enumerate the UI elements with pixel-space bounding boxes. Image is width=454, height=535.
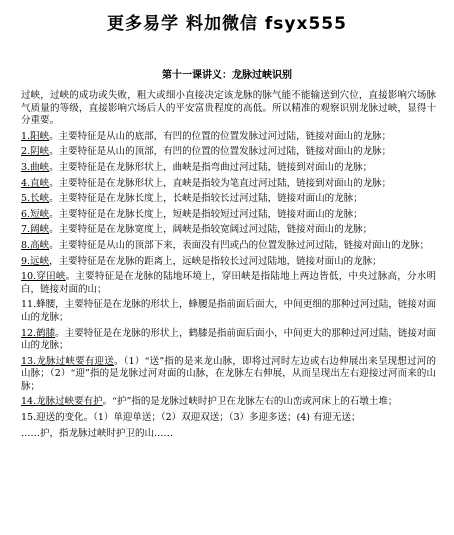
item-label: 2.阴峡 [21, 146, 50, 158]
list-item [21, 224, 436, 237]
list-item [21, 131, 436, 144]
item-text: 。主要特征是从山的顶部下来，表面没有凹或凸的位置发脉过河过陆，链接对面山的龙脉； [49, 239, 430, 251]
item-text: 。“护”指的是龙脉过峡时护卫在龙脉左右的山峦或河床上的石墩土堆； [102, 396, 398, 408]
lesson-title: 第十一课讲义：龙脉过峡识别 [162, 70, 292, 81]
item-text: 。（1）单迎单送；（2）双迎双送；（3）多迎多送；(4) 有迎无送； [83, 412, 361, 424]
item-label: 15.迎送的变化 [21, 412, 84, 424]
item-text: 。主要特征是在龙脉的陆地环境上，穿田峡是指陆地上两边皆低，中央过脉高，分水明白，链接对面的山； [21, 271, 436, 295]
item-label: 9.远峡 [21, 255, 50, 267]
list-item [21, 328, 436, 353]
item-label: 14.龙脉过峡要有护 [21, 396, 103, 408]
item-text: 。主要特征是在龙脉长度上，长峡是指较长过河过陆，链接对面山的龙脉； [49, 193, 363, 205]
item-label: 10.穿田峡 [21, 271, 66, 283]
item-label: 1.阳峡 [21, 130, 50, 142]
lesson-body [21, 90, 436, 441]
list-item [21, 396, 436, 409]
item-text: 。主要特征是在龙脉长度上，短峡是指较短过河过陆，链接对面山的龙脉； [49, 208, 363, 220]
item-label: 7.阔峡 [21, 224, 50, 236]
list-item [21, 178, 436, 191]
item-label: 6.短峡 [21, 208, 50, 220]
list-item [21, 271, 436, 296]
item-label: 5.长峡 [21, 193, 50, 205]
item-label: 4.直峡 [21, 177, 50, 189]
item-label: 13.龙脉过峡要有迎送 [21, 355, 114, 367]
item-text: 。（1）“送”指的是来龙山脉，即将过河时左边或右边伸展出来呈现想过河的山脉；（2）“迎”指的是龙脉过河对面的山脉，在龙脉左右伸展，从而呈现出左右迎接过河而来的山脉； [21, 355, 436, 392]
item-label: 11.蜂腰 [21, 299, 56, 311]
list-item [21, 193, 436, 206]
cut-off-line: ……护，指龙脉过峡时护卫的山…… [21, 427, 174, 438]
list-item [21, 240, 436, 253]
item-text: ，主要特征是在龙脉的距离上，远峡是指较长过河过陆地，链接对面山的龙脉； [49, 255, 382, 267]
list-item [21, 162, 436, 175]
item-text: ，主要特征是在龙脉的形状上，蜂腰是指前面后面大，中间更细的那种过河过陆，链接对面山的龙脉； [21, 299, 436, 323]
list-item [21, 256, 436, 269]
item-label: 3.曲峡 [21, 161, 50, 173]
item-text: 。主要特征是在龙脉宽度上，阔峡是指较宽阔过河过陆，链接对面山的龙脉； [49, 224, 373, 236]
item-text: 。主要特征是在龙脉的形状上，鹤膝是指前面后面小，中间更大的那种过河过陆，链接对面山的龙脉； [21, 327, 436, 352]
list-item [21, 412, 436, 425]
intro-paragraph: 过峡，过峡的成功或失败，粗大或细小直接决定该龙脉的脉气能不能输送到穴位，直接影响穴场脉气质量的等级，直接影响穴场后人的平安富贵程度的高低。所以精准的观察识别龙脉过峡，显得十分重要。 [21, 90, 436, 127]
list-item [21, 299, 436, 324]
item-label: 12.鹤膝 [21, 327, 56, 339]
item-text: 。主要特征是在龙脉形状上，直峡是指较为笔直过河过陆，链接到对面山的龙脉； [49, 177, 392, 189]
list-item [21, 146, 436, 159]
item-label: 8.高峡 [21, 239, 50, 251]
item-text: 。主要特征是从山的顶部，有凹的位置的位置发脉过河过陆，链接对面山的龙脉； [49, 146, 392, 158]
item-text: 。主要特征是在龙脉形状上，曲峡是指弯曲过河过陆，链接到对面山的龙脉； [49, 161, 373, 173]
item-text: 。主要特征是从山的底部，有凹的位置的位置发脉过河过陆，链接对面山的龙脉； [49, 130, 392, 142]
watermark-banner: 更多易学 料加微信 fsyx555 [107, 14, 347, 34]
list-item [21, 209, 436, 222]
list-item [21, 356, 436, 394]
